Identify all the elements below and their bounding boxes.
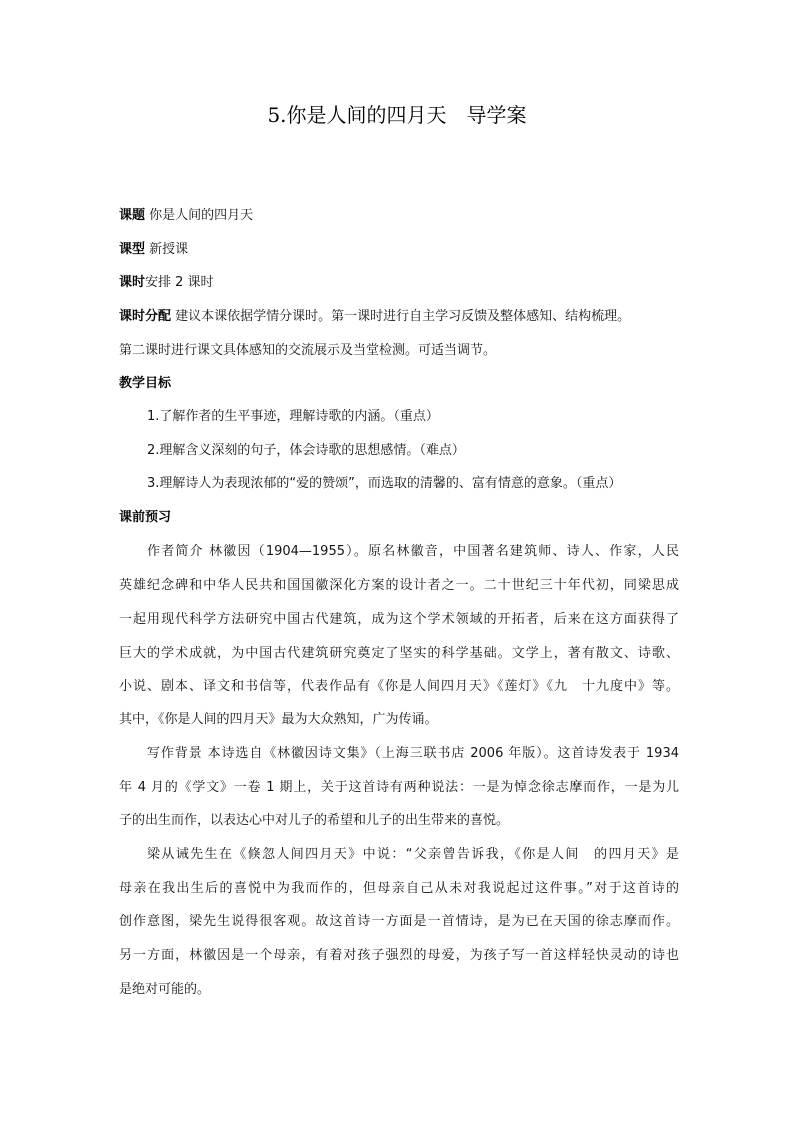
objective-item: 2.理解含义深刻的句子，体会诗歌的思想感情。（难点） (147, 443, 465, 458)
meta-topic (119, 206, 679, 226)
split-line-2: 第二课时进行课文具体感知的交流展示及当堂检测。可适当调节。 (119, 343, 497, 358)
page-title: 5.你是人间的四月天 导学案 (267, 103, 527, 127)
hours-label: 课时 (119, 275, 146, 290)
hours-value: 安排 2 课时 (145, 275, 214, 290)
objective-item: 1.了解作者的生平事迹，理解诗歌的内涵。（重点） (147, 409, 439, 424)
author-line: 其中，《你是人间的四月天》最为大众熟知，广为传诵。 (119, 712, 438, 727)
quote-line: 是绝对可能的。 (119, 982, 211, 997)
type-value: 新授课 (149, 242, 189, 257)
topic-label: 课题 (119, 208, 146, 223)
quote-line: 创作意图，梁先生说得很客观。故这首诗一方面是一首情诗，是为已在天国的徐志摩而作。 (119, 914, 679, 929)
topic-value: 你是人间的四月天 (149, 208, 254, 223)
objective-item: 3.理解诗人为表现浓郁的“爱的赞颂”，而选取的清馨的、富有情意的意象。（重点） (147, 476, 622, 491)
split-line-1: 建议本课依据学情分课时。第一课时进行自主学习反馈及整体感知、结构梳理。 (175, 309, 631, 324)
quote-line: 另一方面，林徽因是一个母亲，有着对孩子强烈的母爱，为孩子写一首这样轻快灵动的诗也 (119, 948, 679, 963)
author-line: 小说、剧本、译文和书信等，代表作品有《你是人间四月天》《莲灯》《九 十九度中》等。 (119, 679, 679, 694)
split-label: 课时分配 (119, 309, 172, 324)
quote-line: 母亲在我出生后的喜悦中为我而作的，但母亲自己从未对我说起过这件事。”对于这首诗的 (119, 881, 679, 896)
type-label: 课型 (119, 242, 146, 257)
background-line: 子的出生而作，以表达心中对儿子的希望和儿子的出生带来的喜悦。 (119, 813, 510, 828)
meta-hours (119, 273, 679, 293)
preview-heading: 课前预习 (119, 510, 172, 525)
quote-line: 梁从诫先生在《倏忽人间四月天》中说：“父亲曾告诉我，《你是人间 的四月天》是 (147, 847, 679, 862)
author-line: 一起用现代科学方法研究中国古代建筑，成为这个学术领域的开拓者，后来在这方面获得了 (119, 612, 679, 627)
meta-type (119, 240, 679, 260)
objectives-heading: 教学目标 (119, 376, 172, 391)
background-line: 年 4 月的《学文》一卷 1 期上，关于这首诗有两种说法：一是为悼念徐志摩而作，一是为儿 (119, 780, 679, 795)
background-line: 写作背景 本诗选自《林徽因诗文集》（上海三联书店 2006 年版）。这首诗发表于 1934 (147, 746, 679, 761)
author-line: 巨大的学术成就，为中国古代建筑研究奠定了坚实的科学基础。文学上，著有散文、诗歌、 (119, 646, 679, 661)
meta-split (119, 307, 679, 327)
author-line: 作者简介 林徽因（1904—1955）。原名林徽音，中国著名建筑师、诗人、作家，人民 (147, 544, 679, 559)
author-line: 英雄纪念碑和中华人民共和国国徽深化方案的设计者之一。二十世纪三十年代初，同梁思成 (119, 578, 679, 593)
